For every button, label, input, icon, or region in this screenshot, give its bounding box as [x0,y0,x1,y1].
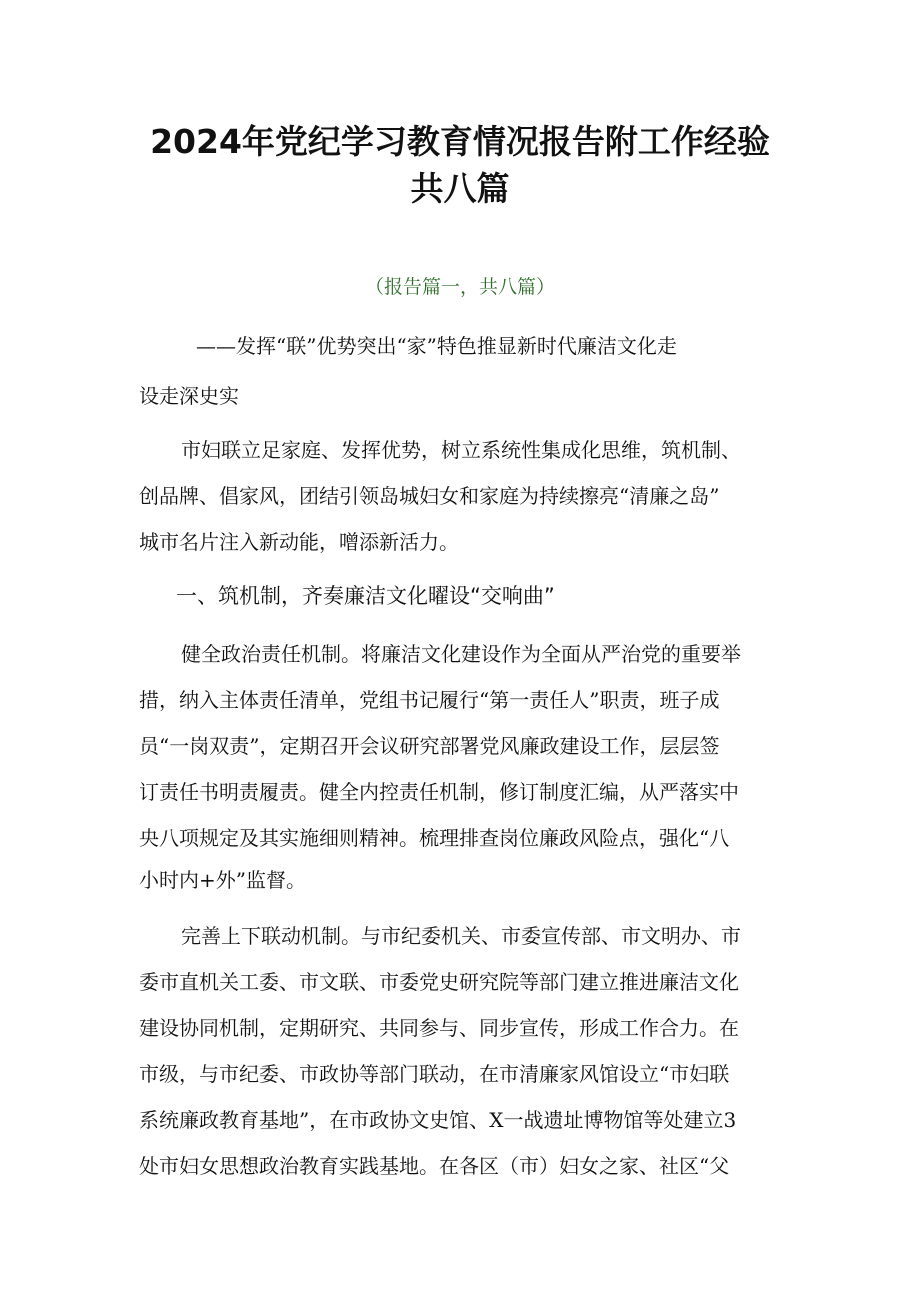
paragraph-line: 健全政治责任机制。将廉洁文化建设作为全面从严治党的重要举 [181,642,741,666]
paragraph-line: 市级，与市纪委、市政协等部门联动，在市清廉家风馆设立“市妇联 [139,1062,730,1086]
paragraph-line: 城市名片注入新动能，噌添新活力。 [139,530,459,554]
paragraph-line: 创品牌、倡家风，团结引领岛城妇女和家庭为持续擦亮“清廉之岛” [139,484,720,508]
paragraph-line: 订责任书明责履责。健全内控责任机制，修订制度汇编，从严落实中 [139,780,739,804]
paragraph-line: 央八项规定及其实施细则精神。梳理排查岗位廉政风险点，强化“八 [139,826,730,850]
paragraph-line: 市妇联立足家庭、发挥优势，树立系统性集成化思维，筑机制、 [181,438,741,462]
paragraph-line: 措，纳入主体责任清单，党组书记履行“第一责任人”职责，班子成 [139,688,720,712]
paragraph-line: 完善上下联动机制。与市纪委机关、市委宣传部、市文明办、市 [181,924,741,948]
document-title-line-1: 2024年党纪学习教育情况报告附工作经验 [150,122,770,161]
paragraph-line: 员“一岗双责”，定期召开会议研究部署党风廉政建设工作，层层签 [139,734,720,758]
document-subtitle: （报告篇一，共八篇） [364,276,555,298]
paragraph-line: 建设协同机制，定期研究、共同参与、同步宣传，形成工作合力。在 [139,1016,739,1040]
document-title-line-2: 共八篇 [410,169,510,208]
paragraph-line: 设走深史实 [139,384,239,408]
paragraph-line: 系统廉政教育基地”，在市政协文史馆、X一战遗址博物馆等处建立3 [139,1108,737,1132]
section-heading: 一、筑机制，齐奏廉洁文化曜设“交响曲” [176,584,555,608]
paragraph-line: 处市妇女思想政治教育实践基地。在各区（市）妇女之家、社区“父 [139,1154,730,1178]
paragraph-line: ——发挥“联”优势突出“家”特色推显新时代廉洁文化走 [196,334,677,358]
paragraph-line: 小时内+外”监督。 [139,868,306,892]
paragraph-line: 委市直机关工委、市文联、市委党史研究院等部门建立推进廉洁文化 [139,970,739,994]
